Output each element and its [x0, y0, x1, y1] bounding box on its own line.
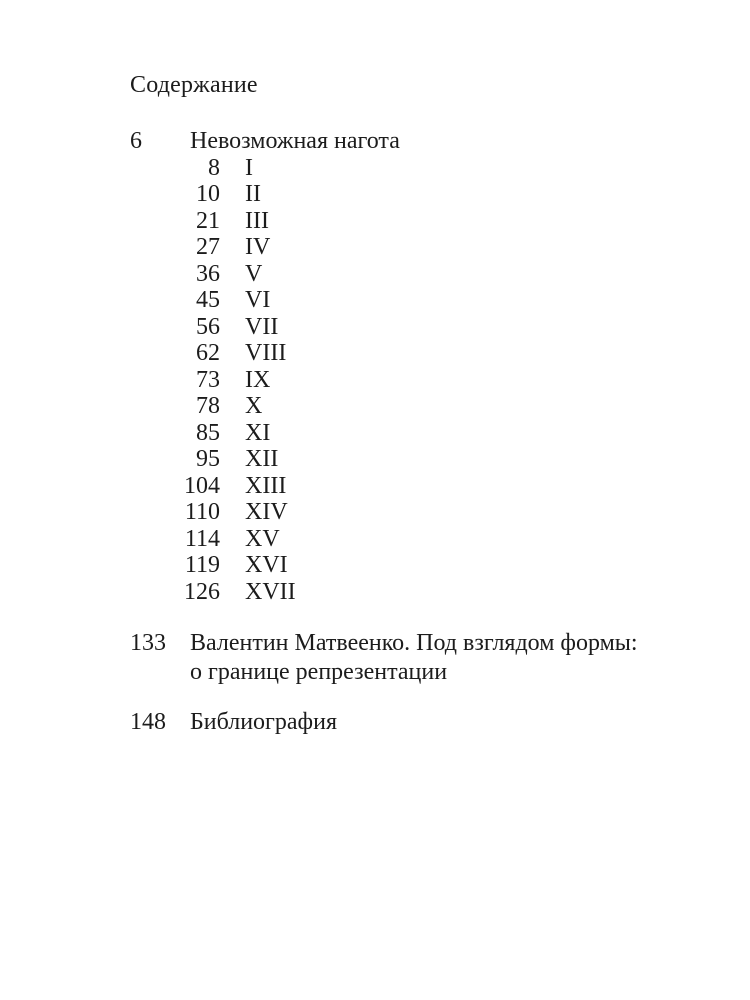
chapter-page-number: 45 — [196, 287, 220, 313]
chapter-page-number: 95 — [196, 446, 220, 472]
chapter-page-number: 114 — [184, 525, 220, 552]
chapter-page-number: 8 — [208, 154, 220, 181]
chapter-numeral: XIV — [245, 499, 288, 525]
toc-entry-bibliography — [130, 709, 670, 736]
chapter-page-number: 36 — [196, 260, 220, 287]
chapter-page-number: 62 — [196, 340, 220, 366]
toc-entry-page-number: 133 — [130, 630, 166, 656]
toc-entry-title: Невозможная нагота — [190, 128, 400, 154]
toc-entry-afterword — [130, 629, 670, 687]
chapter-numeral: IV — [245, 234, 271, 260]
chapter-numeral: VII — [245, 313, 279, 340]
toc-chapter-row — [130, 314, 670, 341]
chapter-page-number: 10 — [196, 181, 220, 207]
chapter-numeral: VI — [245, 287, 271, 313]
chapter-page-number: 110 — [184, 499, 220, 525]
chapter-page-number: 104 — [184, 472, 220, 499]
chapter-page-number: 56 — [196, 313, 220, 340]
toc-chapter-row — [130, 473, 670, 500]
chapter-page-number: 126 — [184, 578, 220, 605]
chapter-page-number: 21 — [196, 207, 220, 234]
toc-chapter-row — [130, 287, 670, 314]
toc-chapter-row — [130, 261, 670, 288]
chapter-numeral: IX — [245, 366, 271, 393]
toc-chapter-row — [130, 552, 670, 579]
toc-entry-main — [130, 128, 670, 155]
chapter-numeral: III — [245, 207, 269, 234]
toc-entry-title-line1: Валентин Матвеенко. Под взглядом формы: — [190, 630, 638, 656]
chapter-numeral: XI — [245, 419, 271, 446]
chapter-numeral: X — [245, 393, 263, 419]
toc-chapter-row — [130, 446, 670, 473]
chapter-numeral: XIII — [245, 472, 287, 499]
chapter-page-number: 73 — [196, 366, 220, 393]
chapter-numeral: XII — [245, 446, 279, 472]
contents-heading: Содержание — [130, 72, 258, 98]
toc-chapter-row — [130, 181, 670, 208]
chapter-page-number: 119 — [184, 552, 220, 578]
toc-chapter-row — [130, 208, 670, 235]
toc-entry-title-line2: о границе репрезентации — [190, 659, 448, 685]
chapter-numeral: XVII — [245, 578, 296, 605]
toc-chapter-row — [130, 367, 670, 394]
toc-entry-page-number: 148 — [130, 709, 166, 735]
chapter-page-number: 78 — [196, 393, 220, 419]
toc-chapter-row — [130, 234, 670, 261]
chapter-list — [130, 155, 670, 606]
chapter-numeral: II — [245, 181, 261, 207]
toc-entry-page-number: 6 — [130, 128, 142, 154]
toc-chapter-row — [130, 526, 670, 553]
toc-entry-title: Библиография — [190, 709, 337, 735]
toc-entry-title — [190, 629, 670, 687]
toc-chapter-row — [130, 155, 670, 182]
chapter-numeral: XVI — [245, 552, 288, 578]
toc-chapter-row — [130, 420, 670, 447]
toc-chapter-row — [130, 340, 670, 367]
chapter-page-number: 85 — [196, 419, 220, 446]
toc-chapter-row — [130, 579, 670, 606]
chapter-page-number: 27 — [196, 234, 220, 260]
toc-chapter-row — [130, 499, 670, 526]
chapter-numeral: XV — [245, 525, 280, 552]
chapter-numeral: V — [245, 260, 263, 287]
chapter-numeral: VIII — [245, 340, 287, 366]
chapter-numeral: I — [245, 154, 253, 181]
toc-chapter-row — [130, 393, 670, 420]
